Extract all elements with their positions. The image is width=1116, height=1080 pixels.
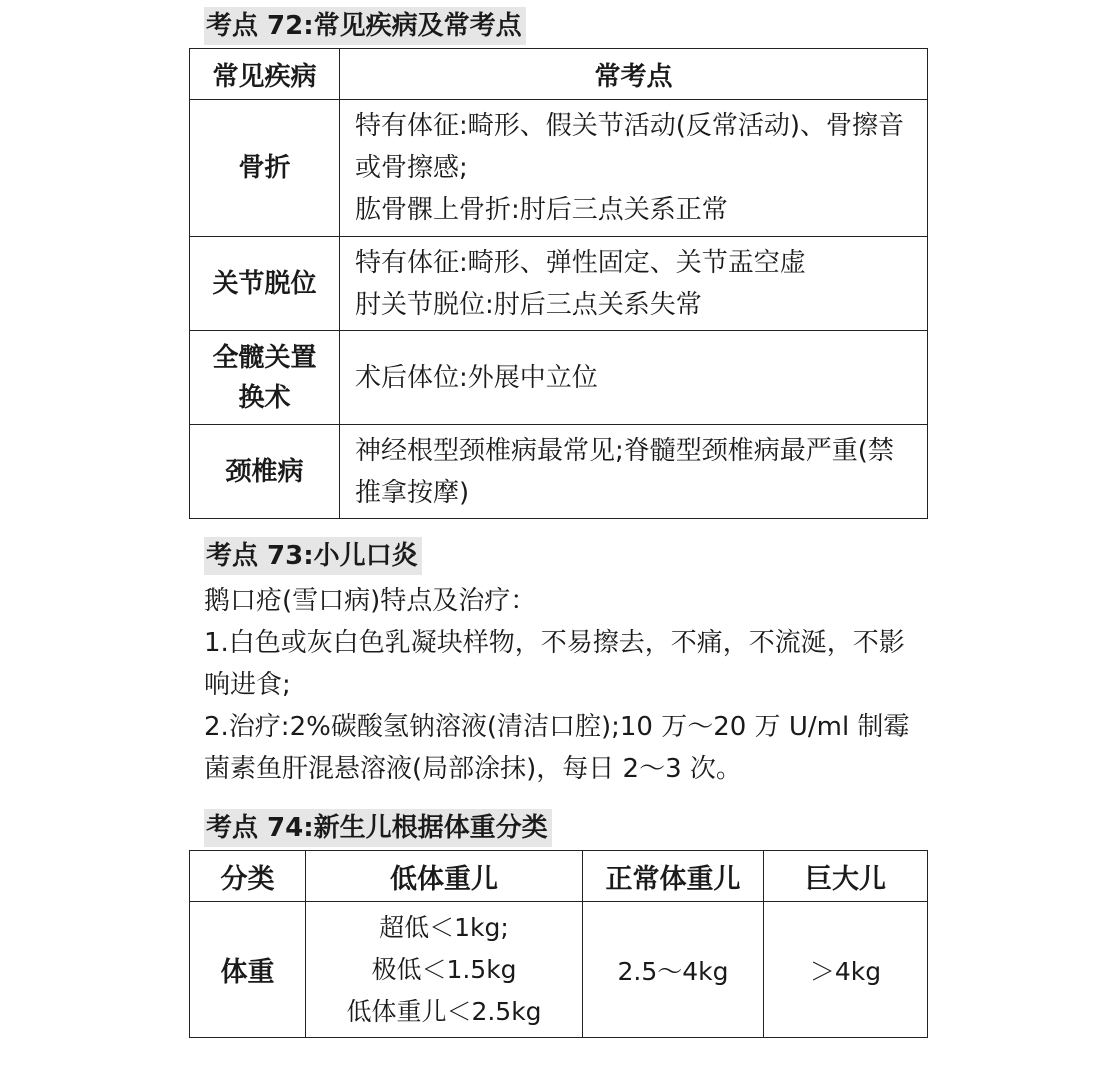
disease-cell: 关节脱位 (190, 237, 340, 331)
header-macrosomia: 巨大儿 (764, 851, 928, 902)
low-weight-cell (306, 902, 583, 1038)
stomatitis-content (204, 580, 924, 790)
table-row (190, 100, 928, 237)
low-weight-line: 低体重儿＜2.5kg (346, 996, 542, 1026)
list-item: 2.治疗:2%碳酸氢钠溶液(清洁口腔);10 万～20 万 U/ml 制霉菌素鱼肝混悬溶液(局部涂抹)，每日 2～3 次。 (204, 712, 910, 784)
intro-text: 鹅口疮(雪口病)特点及治疗： (204, 586, 537, 616)
points-cell (340, 237, 928, 331)
header-disease: 常见疾病 (190, 49, 340, 100)
low-weight-line: 极低＜1.5kg (371, 954, 517, 984)
point-line: 肱骨髁上骨折:肘后三点关系正常 (355, 195, 728, 225)
table-header-row (190, 49, 928, 100)
macrosomia-cell: ＞4kg (764, 902, 928, 1038)
point-line: 特有体征:畸形、假关节活动(反常活动)、骨擦音或骨擦感; (355, 111, 905, 183)
header-category: 分类 (190, 851, 306, 902)
points-cell (340, 331, 928, 425)
table-row (190, 425, 928, 519)
normal-weight-cell: 2.5～4kg (583, 902, 764, 1038)
point-line: 肘关节脱位:肘后三点关系失常 (355, 289, 702, 320)
newborn-weight-table (189, 850, 928, 1038)
header-points: 常考点 (340, 49, 928, 100)
section-73-heading: 考点 73:小儿口炎 (204, 537, 422, 575)
point-line: 特有体征:畸形、弹性固定、关节盂空虚 (355, 247, 806, 278)
table-row (190, 331, 928, 425)
disease-cell: 全髋关置换术 (190, 331, 340, 425)
header-normal-weight: 正常体重儿 (583, 851, 764, 902)
list-item: 1.白色或灰白色乳凝块样物，不易擦去，不痛，不流涎，不影响进食; (204, 628, 905, 700)
disease-cell: 颈椎病 (190, 425, 340, 519)
section-72-heading: 考点 72:常见疾病及常考点 (204, 7, 526, 45)
point-line: 术后体位:外展中立位 (355, 362, 598, 393)
section-74-heading: 考点 74:新生儿根据体重分类 (204, 809, 552, 847)
common-diseases-table (189, 48, 928, 519)
table-header-row (190, 851, 928, 902)
low-weight-line: 超低＜1kg; (379, 912, 509, 942)
points-cell (340, 100, 928, 237)
row-label: 体重 (190, 902, 306, 1038)
table-row (190, 237, 928, 331)
disease-cell: 骨折 (190, 100, 340, 237)
points-cell (340, 425, 928, 519)
table-row (190, 902, 928, 1038)
point-line: 神经根型颈椎病最常见;脊髓型颈椎病最严重(禁推拿按摩) (355, 435, 894, 508)
header-low-weight: 低体重儿 (306, 851, 583, 902)
